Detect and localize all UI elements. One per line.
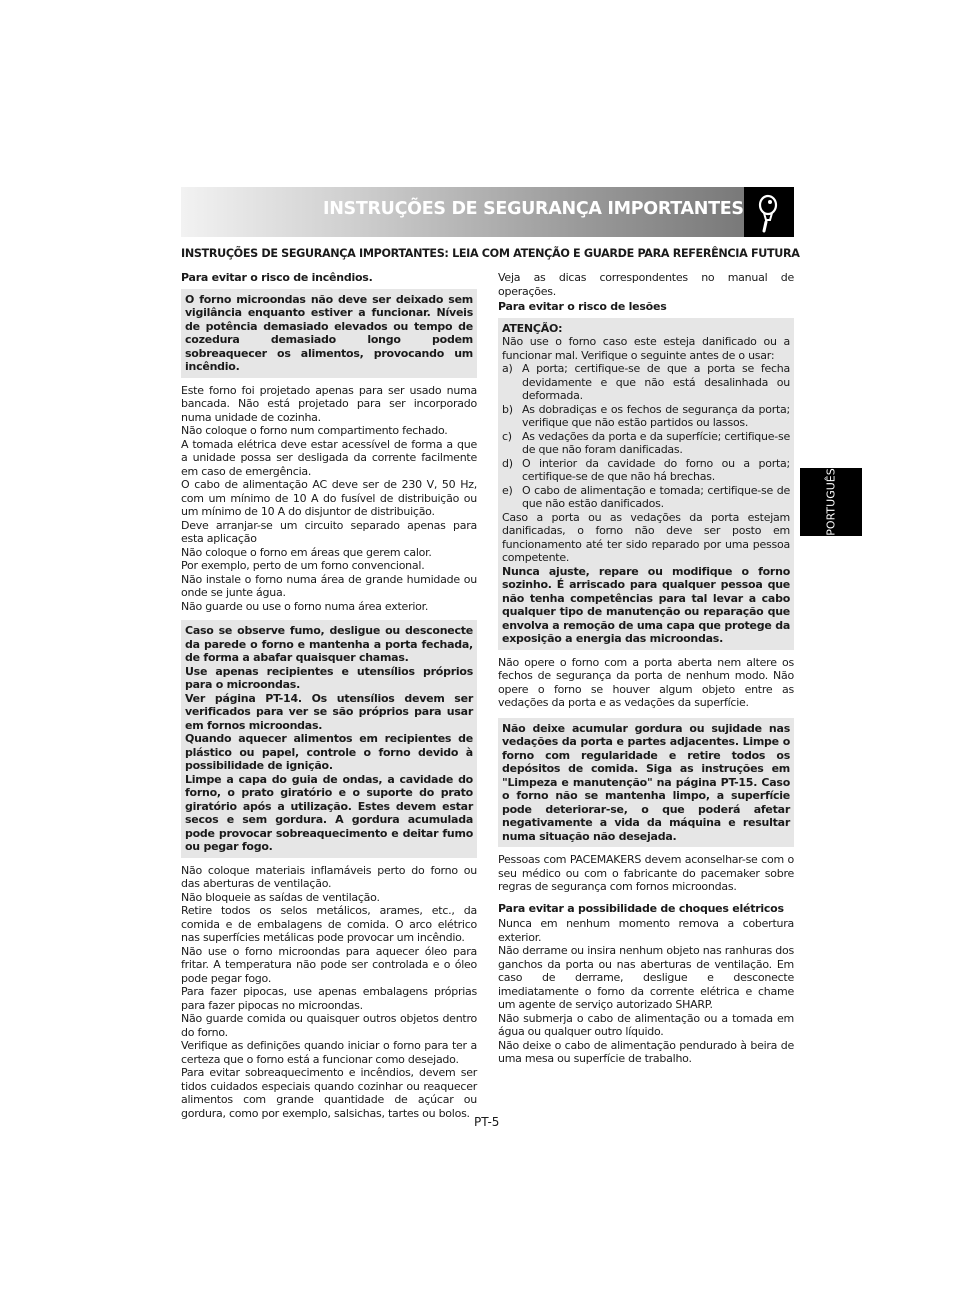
paragraph: Não derrame ou insira nenhum objeto nas ranhuras dos ganchos da porta ou nas aberturas de ventilação. Em caso de derrame, desligue e desconecte imediatamente o forno da corrente elétrica e chame um agente de serviço autorizado SHARP.	[498, 944, 794, 1011]
paragraph: Não opere o forno com a porta aberta nem altere os fechos de segurança da porta de nenhum modo. Não opere o forno se houver algum objeto entre as vedações da porta e as vedações da superfície.	[498, 655, 794, 709]
list-marker: e)	[502, 483, 513, 497]
paragraph: Verifique as definições quando iniciar o forno para ter a certeza que o forno está a funcionar como desejado.	[181, 1039, 477, 1066]
list-text: O interior da cavidade do forno ou a porta; certifique-se de que não há brechas.	[522, 456, 790, 483]
box-line: Quando aquecer alimentos em recipientes de plástico ou papel, controle o forno devido à possibilidade de ignição.	[185, 732, 473, 772]
list-marker: c)	[502, 429, 512, 443]
paragraph: Veja as dicas correspondentes no manual de operações.	[498, 271, 794, 298]
paragraph: Não deixe o cabo de alimentação pendurado à beira de uma mesa ou superfície de trabalho.	[498, 1038, 794, 1065]
list-marker: a)	[502, 362, 513, 375]
attention-title: ATENÇÃO:	[502, 321, 563, 335]
shock-risk-heading: Para evitar a possibilidade de choques elétricos	[498, 901, 784, 915]
page-number: PT-5	[474, 1115, 500, 1129]
right-column	[498, 271, 794, 1066]
section-subtitle: INSTRUÇÕES DE SEGURANÇA IMPORTANTES: LEIA COM ATENÇÃO E GUARDE PARA REFERÊNCIA FUTURA	[181, 247, 800, 260]
paragraph: Não submerja o cabo de alimentação ou a tomada em água ou qualquer outro líquido.	[498, 1011, 794, 1038]
paragraph: A tomada elétrica deve estar acessível de forma a que a unidade possa ser desligada da corrente facilmente em caso de emergência.	[181, 437, 477, 478]
repair-warning: Nunca ajuste, repare ou modifique o forno sozinho. É arriscado para qualquer pessoa que não tenha competências para tal levar a cabo qualquer tipo de manutenção ou reparação que envolva a remoção de uma capa que protege da exposição a energia das microondas.	[502, 564, 790, 645]
paragraph: Para fazer pipocas, use apenas embalagens próprias para fazer pipocas no microondas.	[181, 985, 477, 1012]
paragraph: Não guarde comida ou quaisquer outros objetos dentro do forno.	[181, 1012, 477, 1039]
paragraph: Para evitar sobreaquecimento e incêndios, devem ser tidos cuidados especiais quando cozinhar ou reaquecer alimentos com grande quantidade de açúcar ou gordura, como por exemplo, salsichas, tartes ou bolos.	[181, 1066, 477, 1120]
attention-lead: Não use o forno caso este esteja danificado ou a funcionar mal. Verifique o seguinte antes de o usar:	[502, 335, 790, 362]
injury-risk-heading: Para evitar o risco de lesões	[498, 300, 667, 313]
list-text: As dobradiças e os fechos de segurança da porta; verifique que não estão partidos ou lassos.	[522, 402, 790, 429]
paragraph: Não bloqueie as saídas de ventilação.	[181, 890, 380, 904]
box-line: Caso se observe fumo, desligue ou desconecte da parede o forno e mantenha a porta fechada, de forma a abafar quaisquer chamas.	[185, 624, 473, 664]
section-banner	[181, 187, 794, 237]
box-line: Limpe a capa do guia de ondas, a cavidade do forno, o prato giratório e o suporte do prato giratório após a utilização. Estes devem estar secos e sem gordura. A gordura acumulada pode provocar sobreaquecimento e deitar fumo ou pegar fogo.	[185, 772, 473, 853]
paragraph: Não use o forno microondas para aquecer óleo para fritar. A temperatura não pode ser controlada e o óleo pode pegar fogo.	[181, 944, 477, 985]
list-item	[502, 484, 790, 511]
caution-lightbulb-icon	[744, 187, 794, 237]
box-line: Ver página PT-14. Os utensílios devem ser verificados para ver se são próprios para usar em fornos microondas.	[185, 691, 473, 732]
fire-risk-heading: Para evitar o risco de incêndios.	[181, 271, 373, 284]
paragraph: O cabo de alimentação AC deve ser de 230 V, 50 Hz, com um mínimo de 10 A do fusível de distribuição ou um mínimo de 10 A do disjuntor de distribuição.	[181, 478, 477, 518]
list-item	[502, 457, 790, 484]
fire-warning-box	[181, 289, 477, 378]
list-marker: b)	[502, 402, 513, 416]
list-item	[502, 362, 790, 403]
smoke-warning-box	[181, 620, 477, 858]
list-text: A porta; certifique-se de que a porta se fecha devidamente e que não está desalinhada ou deformada.	[522, 362, 790, 402]
paragraph: Não coloque materiais inflamáveis perto do forno ou das aberturas de ventilação.	[181, 863, 477, 890]
box-line: Use apenas recipientes e utensílios próprios para o microondas.	[185, 664, 473, 691]
list-text: O cabo de alimentação e tomada; certifique-se de que não estão danificados.	[522, 483, 790, 510]
list-item	[502, 403, 790, 430]
fire-warning-text: O forno microondas não deve ser deixado sem vigilância enquanto estiver a funcionar. Níveis de potência demasiado elevados ou tempo de cozedura demasiado longo podem sobreaquecer os alimentos, provocando um incêndio.	[185, 292, 473, 373]
section-title: INSTRUÇÕES DE SEGURANÇA IMPORTANTES	[323, 199, 744, 219]
paragraph: Não coloque o forno em áreas que gerem calor.	[181, 545, 432, 559]
paragraph: Deve arranjar-se um circuito separado apenas para esta aplicação	[181, 518, 477, 545]
left-column	[181, 271, 477, 1120]
language-label: PORTUGUÊS	[824, 468, 838, 536]
list-item	[502, 430, 790, 457]
paragraph: Nunca em nenhum momento remova a cobertura exterior.	[498, 917, 794, 944]
paragraph: Este forno foi projetado apenas para ser usado numa bancada. Não está projetado para ser incorporado numa unidade de cozinha.	[181, 383, 477, 424]
paragraph: Não instale o forno numa área de grande humidade ou onde se junte água.	[181, 572, 477, 599]
paragraph: Pessoas com PACEMAKERS devem aconselhar-se com o seu médico ou com o fabricante do pacemaker sobre regras de segurança com fornos microondas.	[498, 853, 794, 893]
paragraph: Por exemplo, perto de um forno convencional.	[181, 559, 425, 572]
list-text: As vedações da porta e da superfície; certifique-se de que não foram danificadas.	[522, 429, 790, 456]
paragraph: Não guarde ou use o forno numa área exterior.	[181, 599, 429, 613]
language-tab	[800, 468, 862, 536]
paragraph: Retire todos os selos metálicos, arames, etc., da comida e de embalagens de comida. O arco elétrico nas superfícies metálicas pode provocar um incêndio.	[181, 904, 477, 944]
damage-note: Caso a porta ou as vedações da porta estejam danificadas, o forno não deve ser posto em funcionamento até ter sido reparado por uma pessoa competente.	[502, 510, 790, 564]
check-list	[502, 362, 790, 511]
attention-box	[498, 318, 794, 650]
list-marker: d)	[502, 456, 513, 470]
cleaning-warning-box	[498, 718, 794, 848]
paragraph: Não coloque o forno num compartimento fechado.	[181, 424, 448, 437]
cleaning-warning-text: Não deixe acumular gordura ou sujidade nas vedações da porta e partes adjacentes. Limpe o forno com regularidade e retire todos os depósitos de comida. Siga as instruções em "Limpeza e manutenção" na página PT-15. Caso o forno não se mantenha limpo, a superfície pode deteriorar-se, o que poderá afetar negativamente a vida da máquina e resultar numa situação não desejada.	[502, 721, 790, 843]
